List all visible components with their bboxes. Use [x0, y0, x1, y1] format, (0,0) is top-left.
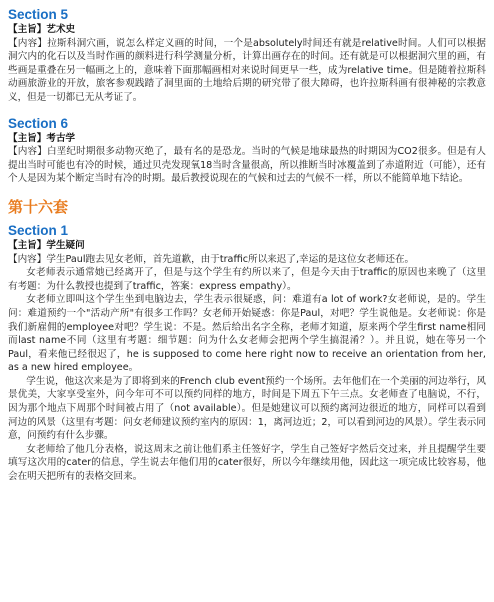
set-heading: 第十六套 [8, 198, 69, 216]
section-heading: Section 6 [8, 115, 69, 131]
section-1 [8, 222, 486, 484]
section-heading: Section 1 [8, 222, 69, 238]
section-6 [8, 115, 486, 186]
content-paragraph: 【内容】拉斯科洞穴画，说怎么样定义画的时间，一个是absolutely时间还有就是relative时间。人们可以根据洞穴内的化石以及当时作画的颜料进行科学测量分析，计算出画存在的时间。还有就是可以根据洞穴里的画，有些画是重叠在另一幅画之上的，意味着下面那幅画相对来说时间更早一些，成为relative time。但是随着拉斯科动画旅游业的开放，旅客参观践踏了洞里面的土地给后期的研究带了很大障碍，也许拉斯科画有很神秘的宗教意义，但是一切都已无从考证了。 [8, 37, 486, 103]
content-paragraph: 学生说，他这次来是为了即将到来的French club event预约一个场所。去年他们在一个美丽的河边举行，风景优美，大家享受室外，问今年可不可以预约同样的地方，时间是下周五下午三点。女老师查了电脑说，不行，因为那个地点下周那个时间被占用了（not available）。但是她建议可以预约离河边很近的地方，同样可以看到河边的风景（这里有考题：问女老师建议预约室内的原因：1，离河边近；2，可以看到河边的风景）。学生表示同意，问预约有什么步骤。 [8, 375, 486, 442]
content-paragraph: 女老师立即叫这个学生坐到电脑边去，学生表示很疑惑，问：难道有a lot of work?女老师说，是的。学生问：难道预约一个"活动产所"有很多工作吗？女老师开始疑惑：你是Paul，对吧？学生说他是。女老师说：你是我们新雇佣的employee对吧？学生说：不是。然后给出名字全称，老师才知道，原来两个学生first name相同而last name不同（这里有考题：细节题：问为什么女老师会把两个学生搞混淆？）。并且说，她在等另一个Paul，看来他已经很迟了，he is supposed to come here right now to receive an orientation from her, as a new hired employee。 [8, 294, 486, 374]
topic-line: 【主旨】艺术史 [8, 24, 76, 35]
section-heading: Section 5 [8, 7, 69, 22]
content-paragraph: 女老师表示通常她已经离开了，但是与这个学生有约所以来了，但是今天由于traffic的原因也来晚了（这里有考题：为什么教授也提到了traffic，答案：express empathy）。 [8, 267, 486, 292]
content-paragraph: 【内容】白垩纪时期很多动物灭绝了，最有名的是恐龙。当时的气候是地球最热的时期因为CO2很多。但是有人提出当时可能也有冷的时候，通过贝壳发现氧18当时含量很高，所以推断当时冰覆盖到了赤道附近（可能），还有个人是因为某个断定当时有冷的时期。最后教授说现在的气候和过去的气候不一样，所以不能简单地下结论。 [8, 146, 486, 185]
content-paragraph: 【内容】学生Paul跑去见女老师，首先道歉，由于traffic所以来迟了,幸运的是这位女老师还在。 [8, 253, 415, 265]
topic-line: 【主旨】学生疑问 [8, 239, 85, 251]
topic-line: 【主旨】考古学 [8, 132, 76, 144]
content-paragraph: 女老师给了他几分表格，说这周末之前让他们系主任签好字，学生自己签好字然后交过来，并且提醒学生要填写这次用的cater的信息，学生说去年他们用的cater很好，所以今年继续用他，因此这一项完成比较容易，他会在明天把所有的表格交回来。 [8, 443, 486, 483]
section-5 [8, 6, 486, 105]
